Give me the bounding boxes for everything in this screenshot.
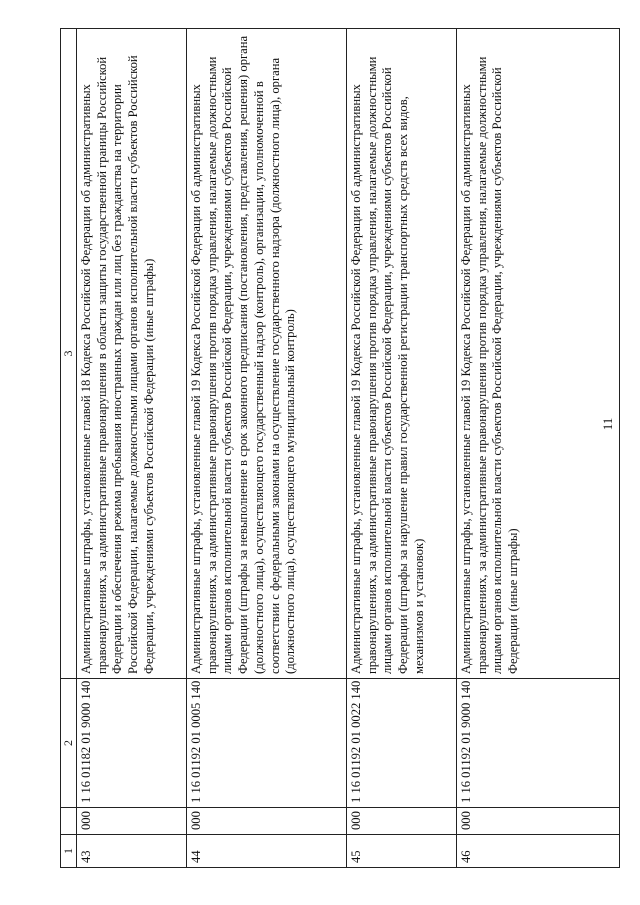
revenue-description: Административные штрафы, установленные главой 19 Кодекса Российской Федерации об административных правонарушениях, за административные правонарушения против порядка управления, налагаемые должностными лицами органов исполнительной власти субъектов Российской Федерации, учреждениями субъектов Российской Федерации (штрафы за невыполнение в срок законного предписания (постановления, представления, решения) органа (должностного лица), осуществляющего государственный надзор (контроль), организации, уполномоченной в соответствии с федеральными законами на осуществление государственного надзора (должностного лица), органа (должностного лица), осуществляющего муниципальный контроль) <box>187 29 347 679</box>
page-number: 11 <box>600 417 615 431</box>
revenue-description: Административные штрафы, установленные главой 18 Кодекса Российской Федерации об административных правонарушениях, за административные правонарушения в области защиты государственной границы Российской Федерации и обеспечения режима пребывания иностранных граждан или лиц без гражданства на территории Российской Федерации, налагаемые должностными лицами органов исполнительной власти субъектов Российской Федерации, учреждениями субъектов Российской Федерации (иные штрафы) <box>77 29 187 679</box>
revenue-description: Административные штрафы, установленные главой 19 Кодекса Российской Федерации об административных правонарушениях, за административные правонарушения против порядка управления, налагаемые должностными лицами органов исполнительной власти субъектов Российской Федерации, учреждениями субъектов Российской Федерации (иные штрафы) <box>457 29 620 679</box>
table-row <box>187 29 347 868</box>
revenue-code: 1 16 01182 01 9000 140 <box>77 679 187 808</box>
header-col-2: 2 <box>61 679 77 808</box>
row-number: 44 <box>187 835 347 868</box>
row-number: 45 <box>347 835 457 868</box>
table-header-row <box>61 29 77 868</box>
revenue-codes-table <box>60 28 620 868</box>
admin-code: 000 <box>187 808 347 835</box>
table-row <box>77 29 187 868</box>
row-number: 46 <box>457 835 620 868</box>
table-row <box>347 29 457 868</box>
header-col-3: 3 <box>61 29 77 679</box>
header-col-1: 1 <box>61 835 77 868</box>
admin-code: 000 <box>347 808 457 835</box>
revenue-code: 1 16 01192 01 9000 140 <box>457 679 620 808</box>
admin-code: 000 <box>457 808 620 835</box>
admin-code: 000 <box>77 808 187 835</box>
header-col-admin <box>61 808 77 835</box>
row-number: 43 <box>77 835 187 868</box>
revenue-code: 1 16 01192 01 0005 140 <box>187 679 347 808</box>
table-row <box>457 29 620 868</box>
rotated-page-content <box>60 28 620 868</box>
revenue-code: 1 16 01192 01 0022 140 <box>347 679 457 808</box>
revenue-description: Административные штрафы, установленные главой 19 Кодекса Российской Федерации об административных правонарушениях, за административные правонарушения против порядка управления, налагаемые должностными лицами органов исполнительной власти субъектов Российской Федерации, учреждениями субъектов Российской Федерации (штрафы за нарушение правил государственной регистрации транспортных средств всех видов, механизмов и установок) <box>347 29 457 679</box>
